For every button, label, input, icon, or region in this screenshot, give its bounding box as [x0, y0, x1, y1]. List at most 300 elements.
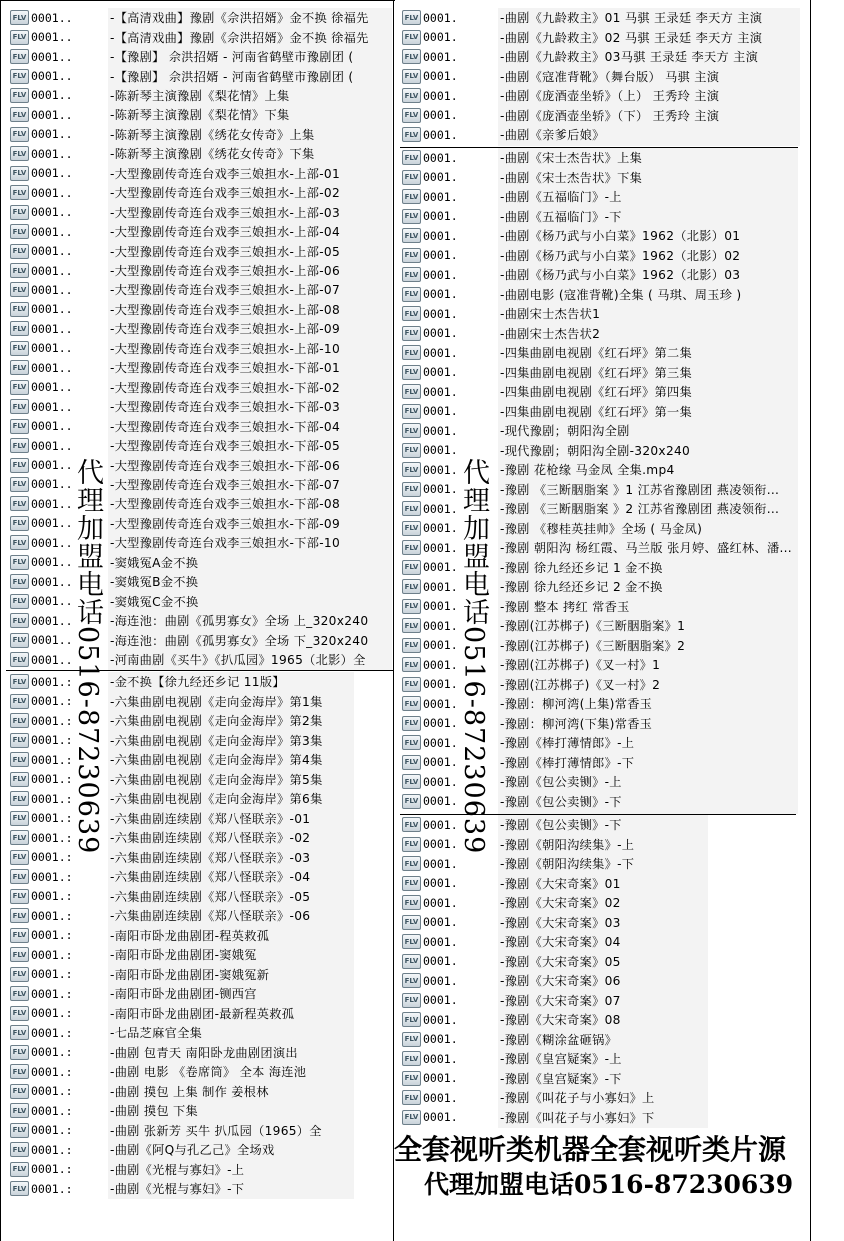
- file-code: 0001..: [31, 69, 73, 84]
- flv-file-icon: FLV: [402, 993, 421, 1008]
- file-name: -豫剧《朝阳沟续集》-上: [500, 837, 635, 852]
- file-name: -豫剧 《穆桂英挂帅》全场 ( 马金凤): [500, 521, 703, 536]
- list-item[interactable]: [10, 300, 392, 319]
- file-name: -曲剧《庞酒壶坐轿》（上） 王秀玲 主演: [500, 89, 720, 104]
- file-code: 0001.:: [31, 1162, 73, 1177]
- file-name: -豫剧《大宋奇案》03: [500, 915, 621, 930]
- file-code: 0001.: [423, 1012, 458, 1027]
- flv-file-icon: FLV: [402, 501, 421, 516]
- list-item[interactable]: [402, 106, 802, 125]
- file-name: -南阳市卧龙曲剧团-窦娥冤新: [110, 967, 270, 982]
- file-code: 0001.: [423, 108, 458, 123]
- list-item[interactable]: [402, 913, 802, 932]
- list-item[interactable]: [402, 382, 802, 401]
- file-name: -曲剧 包青天 南阳卧龙曲剧团演出: [110, 1045, 298, 1060]
- list-item[interactable]: [402, 304, 802, 323]
- list-item[interactable]: [402, 1049, 802, 1068]
- list-item[interactable]: [402, 854, 802, 873]
- list-item[interactable]: [402, 207, 802, 226]
- flv-file-icon: FLV: [402, 638, 421, 653]
- file-code: 0001.: [423, 501, 458, 516]
- file-name: -陈新琴主演豫剧《梨花情》下集: [110, 108, 290, 123]
- file-name: -曲剧《杨乃武与小白菜》1962（北影）03: [500, 268, 741, 283]
- flv-file-icon: FLV: [10, 1142, 29, 1157]
- list-item[interactable]: [10, 1062, 392, 1081]
- file-name: -南阳市卧龙曲剧团-铡西宫: [110, 987, 257, 1002]
- flv-file-icon: FLV: [402, 599, 421, 614]
- list-item[interactable]: [10, 455, 392, 474]
- list-item[interactable]: [10, 945, 392, 964]
- file-name: -大型豫剧传奇连台戏李三娘担水-下部-05: [110, 439, 341, 454]
- column-divider: [393, 0, 394, 1241]
- flv-file-icon: FLV: [402, 973, 421, 988]
- flv-file-icon: FLV: [402, 657, 421, 672]
- list-item[interactable]: [10, 358, 392, 377]
- flv-file-icon: FLV: [10, 360, 29, 375]
- flv-file-icon: FLV: [10, 516, 29, 531]
- list-item[interactable]: [10, 1121, 392, 1140]
- list-item[interactable]: [10, 572, 392, 591]
- list-item[interactable]: [402, 952, 802, 971]
- flv-file-icon: FLV: [402, 150, 421, 165]
- file-name: -曲剧《宋士杰告状》上集: [500, 151, 643, 166]
- flv-file-icon: FLV: [402, 482, 421, 497]
- file-name: -六集曲剧电视剧《走向金海岸》第1集: [110, 694, 323, 709]
- file-code: 0001.: [423, 209, 458, 224]
- file-name: -河南曲剧《买牛》《扒瓜园》1965（北影）全: [110, 653, 366, 668]
- list-item[interactable]: [10, 650, 392, 669]
- list-item[interactable]: [402, 28, 802, 47]
- file-code: 0001.: [423, 618, 458, 633]
- list-item[interactable]: [10, 8, 392, 27]
- watermark-vertical-right: 代理加盟电话0516-87230639: [458, 458, 489, 855]
- file-code: 0001.:: [31, 869, 73, 884]
- flv-file-icon: FLV: [10, 772, 29, 787]
- flv-file-icon: FLV: [402, 1051, 421, 1066]
- list-item[interactable]: [402, 1010, 802, 1029]
- list-item[interactable]: [10, 339, 392, 358]
- file-name: -【豫剧】 佘洪招婿 - 河南省鹤壁市豫剧团 (: [110, 50, 354, 65]
- list-item[interactable]: [402, 168, 802, 187]
- file-code: 0001.: [423, 10, 458, 25]
- flv-file-icon: FLV: [402, 108, 421, 123]
- list-item[interactable]: [10, 436, 392, 455]
- file-name: -大型豫剧传奇连台戏李三娘担水-上部-06: [110, 264, 341, 279]
- file-code: 0001.:: [31, 674, 73, 689]
- file-name: -豫剧《皇宫疑案》-下: [500, 1071, 622, 1086]
- flv-file-icon: FLV: [10, 850, 29, 865]
- list-item[interactable]: [10, 553, 392, 572]
- list-item[interactable]: [402, 874, 802, 893]
- list-item[interactable]: [10, 475, 392, 494]
- file-name: -豫剧 花枪缘 马金凤 全集.mp4: [500, 463, 675, 478]
- file-name: -曲剧《宋士杰告状》下集: [500, 170, 643, 185]
- file-code: 0001.: [423, 934, 458, 949]
- flv-file-icon: FLV: [402, 837, 421, 852]
- list-item[interactable]: [402, 893, 802, 912]
- list-item[interactable]: [10, 770, 392, 789]
- flv-file-icon: FLV: [402, 1090, 421, 1105]
- flv-file-icon: FLV: [402, 306, 421, 321]
- list-item[interactable]: [10, 397, 392, 416]
- file-name: -曲剧宋士杰告状2: [500, 326, 601, 341]
- file-code: 0001.: [423, 423, 458, 438]
- file-code: 0001..: [31, 399, 73, 414]
- file-name: -大型豫剧传奇连台戏李三娘担水-上部-01: [110, 166, 341, 181]
- list-item[interactable]: [10, 319, 392, 338]
- file-code: 0001.:: [31, 1123, 73, 1138]
- list-item[interactable]: [402, 47, 802, 66]
- file-code: 0001.: [423, 49, 458, 64]
- flv-file-icon: FLV: [10, 830, 29, 845]
- file-code: 0001.: [423, 127, 458, 142]
- flv-file-icon: FLV: [402, 618, 421, 633]
- file-code: 0001.: [423, 1032, 458, 1047]
- file-code: 0001.:: [31, 928, 73, 943]
- file-code: 0001..: [31, 205, 73, 220]
- list-item[interactable]: [10, 66, 392, 85]
- list-item[interactable]: [10, 125, 392, 144]
- flv-file-icon: FLV: [10, 166, 29, 181]
- flv-file-icon: FLV: [402, 88, 421, 103]
- list-item[interactable]: [10, 261, 392, 280]
- banner-line-1: 全套视听类机器全套视听类片源: [394, 1133, 787, 1166]
- separator-left: [6, 670, 393, 671]
- flv-file-icon: FLV: [402, 817, 421, 832]
- file-code: 0001.: [423, 267, 458, 282]
- file-code: 0001..: [31, 321, 73, 336]
- list-item[interactable]: [10, 494, 392, 513]
- list-item[interactable]: [10, 1023, 392, 1042]
- flv-file-icon: FLV: [402, 10, 421, 25]
- list-item[interactable]: [10, 965, 392, 984]
- file-name: -【豫剧】 佘洪招婿 - 河南省鹤壁市豫剧团 (: [110, 69, 354, 84]
- file-name: -豫剧《叫花子与小寡妇》下: [500, 1110, 655, 1125]
- list-item[interactable]: [10, 867, 392, 886]
- list-item[interactable]: [10, 1082, 392, 1101]
- flv-file-icon: FLV: [402, 934, 421, 949]
- flv-file-icon: FLV: [402, 345, 421, 360]
- file-name: -陈新琴主演豫剧《绣花女传奇》上集: [110, 127, 315, 142]
- file-name: -大型豫剧传奇连台戏李三娘担水-上部-10: [110, 341, 341, 356]
- file-code: 0001..: [31, 146, 73, 161]
- list-item[interactable]: [10, 926, 392, 945]
- file-code: 0001..: [31, 477, 73, 492]
- flv-file-icon: FLV: [402, 794, 421, 809]
- flv-file-icon: FLV: [402, 579, 421, 594]
- file-name: -大型豫剧传奇连台戏李三娘担水-上部-05: [110, 244, 341, 259]
- file-code: 0001.: [423, 189, 458, 204]
- file-name: -六集曲剧连续剧《郑八怪联亲》-03: [110, 850, 311, 865]
- list-item[interactable]: [402, 265, 802, 284]
- flv-file-icon: FLV: [10, 967, 29, 982]
- file-code: 0001..: [31, 263, 73, 278]
- list-item[interactable]: [402, 1088, 802, 1107]
- file-code: 0001.: [423, 774, 458, 789]
- file-code: 0001..: [31, 594, 73, 609]
- flv-file-icon: FLV: [10, 1025, 29, 1040]
- flv-file-icon: FLV: [10, 88, 29, 103]
- file-name: -曲剧《九龄救主》03马骐 王录廷 李天方 主演: [500, 50, 759, 65]
- list-item[interactable]: [10, 416, 392, 435]
- list-item[interactable]: [402, 421, 802, 440]
- flv-file-icon: FLV: [402, 677, 421, 692]
- list-item[interactable]: [10, 222, 392, 241]
- file-code: 0001.: [423, 384, 458, 399]
- file-code: 0001..: [31, 419, 73, 434]
- list-item[interactable]: [10, 1140, 392, 1159]
- file-code: 0001.: [423, 817, 458, 832]
- flv-file-icon: FLV: [402, 774, 421, 789]
- list-item[interactable]: [10, 183, 392, 202]
- flv-file-icon: FLV: [10, 1181, 29, 1196]
- page-right-border: [810, 0, 811, 1241]
- file-name: -曲剧《光棍与寡妇》-上: [110, 1162, 245, 1177]
- file-code: 0001.: [423, 69, 458, 84]
- flv-file-icon: FLV: [402, 735, 421, 750]
- list-item[interactable]: [402, 246, 802, 265]
- file-code: 0001..: [31, 380, 73, 395]
- flv-file-icon: FLV: [10, 30, 29, 45]
- file-name: -豫剧《大宋奇案》08: [500, 1013, 621, 1028]
- file-code: 0001.: [423, 677, 458, 692]
- file-code: 0001..: [31, 282, 73, 297]
- file-code: 0001..: [31, 10, 73, 25]
- list-item[interactable]: [10, 533, 392, 552]
- file-name: -六集曲剧连续剧《郑八怪联亲》-02: [110, 831, 311, 846]
- watermark-vertical-left: 代理加盟电话0516-87230639: [72, 458, 103, 855]
- flv-file-icon: FLV: [10, 535, 29, 550]
- file-name: -【高清戏曲】豫剧《佘洪招婿》金不换 徐福先: [110, 30, 369, 45]
- list-item[interactable]: [10, 1043, 392, 1062]
- file-code: 0001..: [31, 516, 73, 531]
- file-name: -曲剧《阿Q与孔乙己》全场戏: [110, 1143, 275, 1158]
- file-code: 0001.:: [31, 713, 73, 728]
- file-code: 0001.:: [31, 694, 73, 709]
- file-name: -六集曲剧电视剧《走向金海岸》第4集: [110, 753, 323, 768]
- file-code: 0001.: [423, 954, 458, 969]
- file-code: 0001.: [423, 306, 458, 321]
- file-name: -大型豫剧传奇连台戏李三娘担水-下部-03: [110, 400, 341, 415]
- list-item[interactable]: [402, 402, 802, 421]
- list-item[interactable]: [10, 1004, 392, 1023]
- file-name: -南阳市卧龙曲剧团-最新程英救孤: [110, 1006, 295, 1021]
- file-code: 0001..: [31, 341, 73, 356]
- file-code: 0001.:: [31, 1181, 73, 1196]
- flv-file-icon: FLV: [10, 633, 29, 648]
- list-item[interactable]: [402, 226, 802, 245]
- list-item[interactable]: [402, 363, 802, 382]
- flv-file-icon: FLV: [402, 1110, 421, 1125]
- flv-file-icon: FLV: [402, 404, 421, 419]
- file-name: -豫剧 朝阳沟 杨红霞、马兰版 张月婷、盛红林、潘...: [500, 541, 792, 556]
- list-item[interactable]: [10, 731, 392, 750]
- file-code: 0001..: [31, 127, 73, 142]
- file-code: 0001.:: [31, 752, 73, 767]
- flv-file-icon: FLV: [402, 228, 421, 243]
- list-item[interactable]: [10, 630, 392, 649]
- list-item[interactable]: [10, 1101, 392, 1120]
- file-name: -豫剧《大宋奇案》06: [500, 974, 621, 989]
- flv-file-icon: FLV: [10, 458, 29, 473]
- flv-file-icon: FLV: [10, 928, 29, 943]
- file-code: 0001.: [423, 248, 458, 263]
- file-code: 0001.:: [31, 850, 73, 865]
- flv-file-icon: FLV: [10, 1103, 29, 1118]
- file-code: 0001.: [423, 638, 458, 653]
- flv-file-icon: FLV: [402, 127, 421, 142]
- list-item[interactable]: [10, 280, 392, 299]
- file-name: -海连池：曲剧《孤男寡女》全场 下_320x240: [110, 633, 369, 648]
- list-item[interactable]: [402, 343, 802, 362]
- list-item[interactable]: [10, 887, 392, 906]
- file-code: 0001.: [423, 1071, 458, 1086]
- file-code: 0001..: [31, 555, 73, 570]
- list-item[interactable]: [10, 514, 392, 533]
- flv-file-icon: FLV: [402, 209, 421, 224]
- file-code: 0001.:: [31, 1084, 73, 1099]
- file-name: -四集曲剧电视剧《红石坪》第二集: [500, 346, 693, 361]
- list-item[interactable]: [402, 125, 802, 144]
- file-name: -金不换【徐九经还乡记 11版】: [110, 675, 285, 690]
- file-code: 0001..: [31, 633, 73, 648]
- list-item[interactable]: [10, 672, 392, 691]
- file-name: -四集曲剧电视剧《红石坪》第三集: [500, 365, 693, 380]
- file-code: 0001..: [31, 49, 73, 64]
- list-item[interactable]: [10, 906, 392, 925]
- list-item[interactable]: [10, 789, 392, 808]
- file-code: 0001..: [31, 185, 73, 200]
- file-name: -现代豫剧；朝阳沟全剧: [500, 424, 630, 439]
- list-item[interactable]: [402, 187, 802, 206]
- list-item[interactable]: [402, 1030, 802, 1049]
- list-item[interactable]: [10, 809, 392, 828]
- list-item[interactable]: [10, 750, 392, 769]
- file-code: 0001.: [423, 837, 458, 852]
- file-name: -大型豫剧传奇连台戏李三娘担水-上部-08: [110, 302, 341, 317]
- list-item[interactable]: [402, 148, 802, 167]
- file-name: -豫剧：柳河湾(下集)常香玉: [500, 716, 653, 731]
- list-item[interactable]: [10, 1160, 392, 1179]
- list-item[interactable]: [10, 611, 392, 630]
- flv-file-icon: FLV: [10, 1162, 29, 1177]
- flv-file-icon: FLV: [10, 224, 29, 239]
- list-item[interactable]: [10, 848, 392, 867]
- list-item[interactable]: [10, 86, 392, 105]
- file-code: 0001.: [423, 735, 458, 750]
- flv-file-icon: FLV: [402, 1012, 421, 1027]
- file-code: 0001..: [31, 302, 73, 317]
- list-item[interactable]: [402, 932, 802, 951]
- flv-file-icon: FLV: [10, 869, 29, 884]
- list-item[interactable]: [402, 324, 802, 343]
- file-name: -六集曲剧电视剧《走向金海岸》第3集: [110, 733, 323, 748]
- list-item[interactable]: [10, 984, 392, 1003]
- flv-file-icon: FLV: [10, 244, 29, 259]
- flv-file-icon: FLV: [10, 127, 29, 142]
- flv-file-icon: FLV: [402, 521, 421, 536]
- file-name: -豫剧 整本 拷红 常香玉: [500, 599, 630, 614]
- file-name: -大型豫剧传奇连台戏李三娘担水-上部-02: [110, 186, 341, 201]
- flv-file-icon: FLV: [10, 263, 29, 278]
- list-item[interactable]: [10, 144, 392, 163]
- file-name: -豫剧 徐九经还乡记 2 金不换: [500, 580, 663, 595]
- list-item[interactable]: [10, 105, 392, 124]
- file-code: 0001.:: [31, 1025, 73, 1040]
- file-code: 0001.: [423, 443, 458, 458]
- file-code: 0001.: [423, 794, 458, 809]
- file-code: 0001..: [31, 652, 73, 667]
- list-item[interactable]: [10, 203, 392, 222]
- file-name: -豫剧《糊涂盆砸锅》: [500, 1032, 618, 1047]
- flv-file-icon: FLV: [402, 69, 421, 84]
- file-code: 0001.:: [31, 1006, 73, 1021]
- flv-file-icon: FLV: [10, 947, 29, 962]
- file-code: 0001.:: [31, 908, 73, 923]
- flv-file-icon: FLV: [402, 462, 421, 477]
- flv-file-icon: FLV: [402, 326, 421, 341]
- file-name: -曲剧《庞酒壶坐轿》（下） 王秀玲 主演: [500, 108, 720, 123]
- list-item[interactable]: [10, 711, 392, 730]
- list-item[interactable]: [10, 592, 392, 611]
- list-item[interactable]: [10, 692, 392, 711]
- list-item[interactable]: [402, 8, 802, 27]
- list-item[interactable]: [402, 971, 802, 990]
- list-item[interactable]: [402, 86, 802, 105]
- flv-file-icon: FLV: [10, 205, 29, 220]
- flv-file-icon: FLV: [10, 1064, 29, 1079]
- list-item[interactable]: [402, 441, 802, 460]
- list-item[interactable]: [10, 241, 392, 260]
- list-item[interactable]: [10, 378, 392, 397]
- file-code: 0001.: [423, 560, 458, 575]
- file-name: -豫剧《棒打薄情郎》-上: [500, 736, 635, 751]
- file-name: -六集曲剧连续剧《郑八怪联亲》-01: [110, 811, 311, 826]
- list-item[interactable]: [10, 27, 392, 46]
- list-item[interactable]: [402, 285, 802, 304]
- list-item[interactable]: [402, 1108, 802, 1127]
- flv-file-icon: FLV: [10, 477, 29, 492]
- file-name: -曲剧电影 (寇准背靴)全集 ( 马琪、周玉珍 ): [500, 287, 742, 302]
- list-item[interactable]: [402, 1069, 802, 1088]
- file-code: 0001.:: [31, 1103, 73, 1118]
- flv-file-icon: FLV: [10, 1123, 29, 1138]
- file-code: 0001.:: [31, 830, 73, 845]
- file-name: -大型豫剧传奇连台戏李三娘担水-上部-09: [110, 322, 341, 337]
- flv-file-icon: FLV: [10, 674, 29, 689]
- flv-file-icon: FLV: [402, 365, 421, 380]
- list-item[interactable]: [10, 164, 392, 183]
- list-item[interactable]: [10, 1179, 392, 1198]
- flv-file-icon: FLV: [10, 302, 29, 317]
- file-code: 0001..: [31, 244, 73, 259]
- file-name: -曲剧 摸包 下集: [110, 1104, 198, 1119]
- flv-file-icon: FLV: [402, 696, 421, 711]
- list-item[interactable]: [10, 47, 392, 66]
- file-name: -大型豫剧传奇连台戏李三娘担水-上部-04: [110, 225, 341, 240]
- file-name: -豫剧(江苏梆子)《叉一村》1: [500, 658, 661, 673]
- file-code: 0001.: [423, 170, 458, 185]
- top-border-left: [0, 0, 395, 1]
- file-code: 0001.:: [31, 733, 73, 748]
- file-code: 0001.:: [31, 791, 73, 806]
- file-name: -大型豫剧传奇连台戏李三娘担水-下部-08: [110, 497, 341, 512]
- file-code: 0001..: [31, 166, 73, 181]
- list-item[interactable]: [402, 67, 802, 86]
- file-code: 0001.: [423, 599, 458, 614]
- list-item[interactable]: [402, 991, 802, 1010]
- list-item[interactable]: [10, 828, 392, 847]
